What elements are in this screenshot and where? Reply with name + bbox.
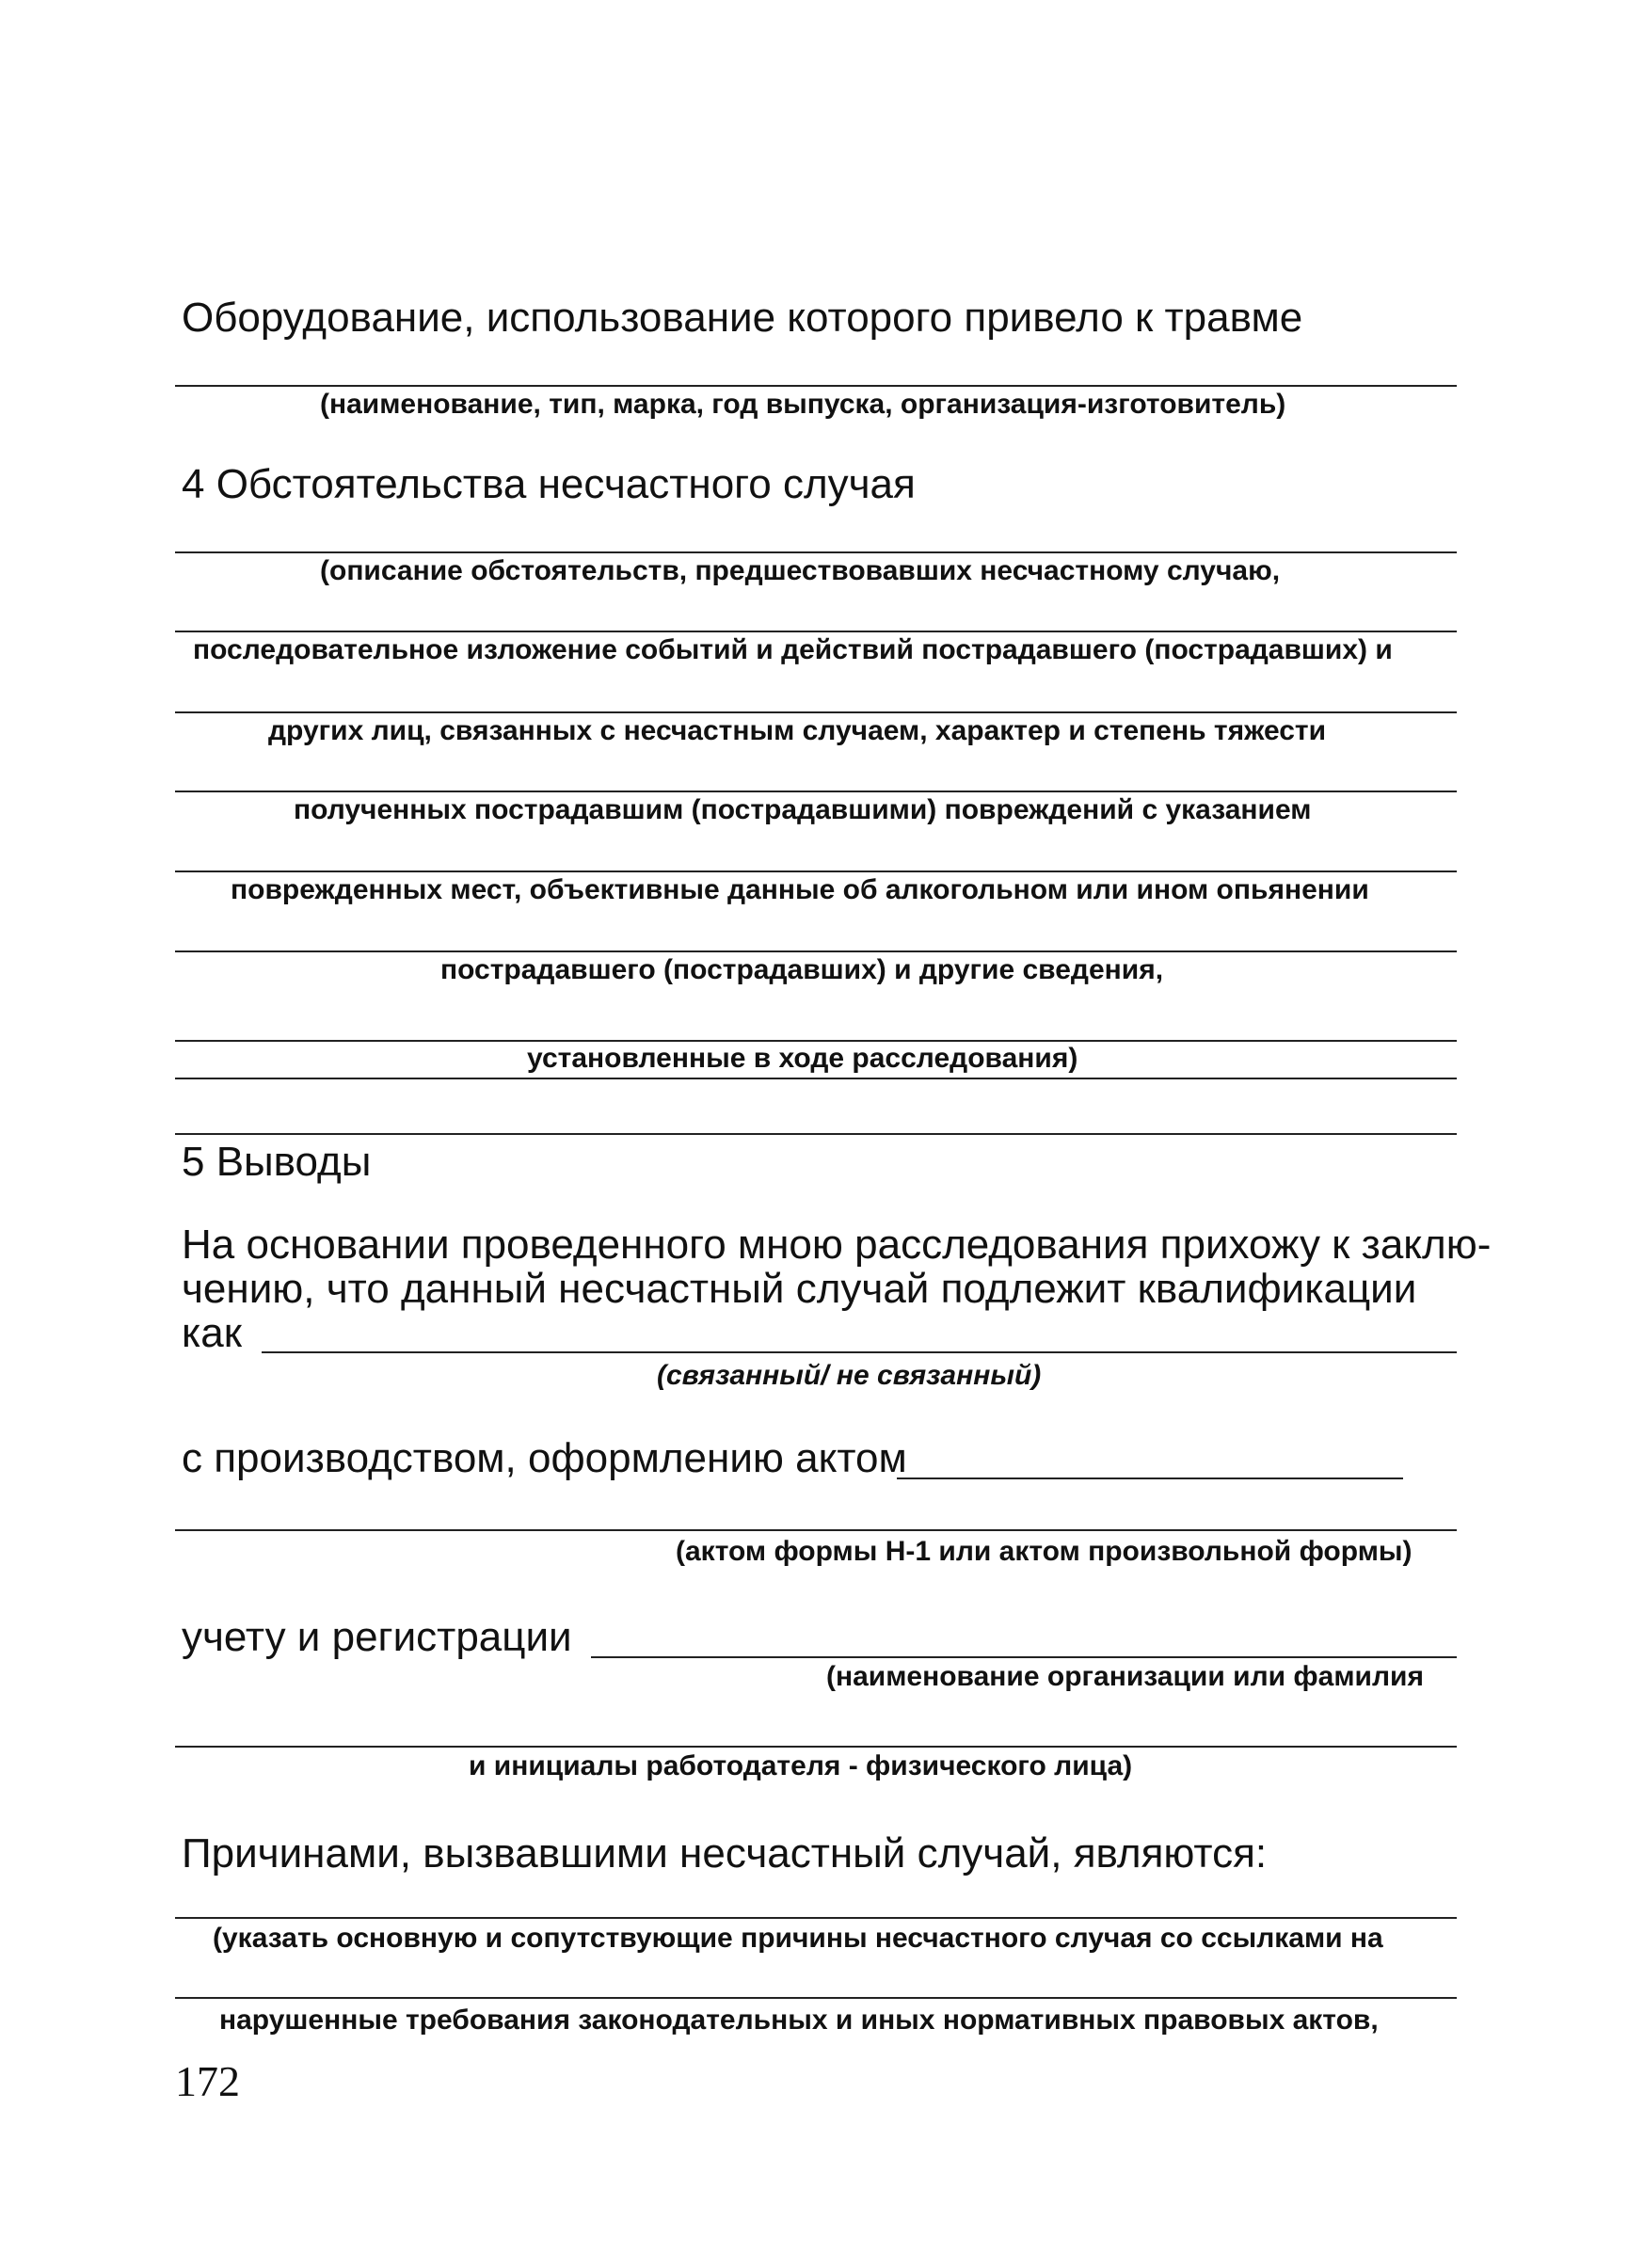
circumstances-fill-line-8[interactable] <box>175 1078 1457 1079</box>
circumstances-caption-4: полученных пострадавшим (пострадавшими) повреждений с указанием <box>294 794 1312 825</box>
act-fill-line[interactable] <box>175 1529 1457 1531</box>
circumstances-caption-3: других лиц, связанных с несчастным случаем, характер и степень тяжести <box>268 715 1327 746</box>
causes-label: Причинами, вызвавшими несчастный случай, являются: <box>182 1830 1268 1877</box>
circumstances-fill-line-9[interactable] <box>175 1133 1457 1135</box>
equipment-label: Оборудование, использование которого привело к травме <box>182 295 1303 341</box>
circumstances-caption-1: (описание обстоятельств, предшествовавших несчастному случаю, <box>320 555 1281 586</box>
registration-fill-line-2[interactable] <box>175 1746 1457 1748</box>
circumstances-caption-2: последовательное изложение событий и действий пострадавшего (пострадавших) и <box>193 634 1393 665</box>
section4-heading: 4 Обстоятельства несчастного случая <box>182 461 916 507</box>
equipment-fill-line[interactable] <box>175 385 1457 387</box>
conclusion-line-3: как <box>182 1310 242 1356</box>
causes-caption-2: нарушенные требования законодательных и иных нормативных правовых актов, <box>219 2004 1379 2036</box>
conclusion-line-1: На основании проведенного мною расследования прихожу к заклю- <box>182 1222 1492 1268</box>
act-fill-line-short[interactable] <box>897 1477 1403 1479</box>
related-caption: (связанный/ не связанный) <box>657 1360 1042 1391</box>
causes-caption-1: (указать основную и сопутствующие причины несчастного случая со ссылками на <box>213 1923 1383 1954</box>
act-label: с производством, оформлению актом <box>182 1435 907 1481</box>
circumstances-caption-6: пострадавшего (пострадавших) и другие сведения, <box>440 954 1164 985</box>
act-caption: (актом формы Н-1 или актом произвольной формы) <box>676 1536 1413 1567</box>
equipment-caption: (наименование, тип, марка, год выпуска, организация-изготовитель) <box>320 389 1286 420</box>
registration-caption-1: (наименование организации или фамилия <box>826 1661 1424 1692</box>
circumstances-fill-line-2[interactable] <box>175 631 1457 632</box>
causes-fill-line-2[interactable] <box>175 1997 1457 1999</box>
circumstances-fill-line-7[interactable] <box>175 1040 1457 1042</box>
registration-fill-line[interactable] <box>591 1656 1457 1658</box>
registration-caption-2: и инициалы работодателя - физического лица) <box>469 1750 1133 1781</box>
circumstances-fill-line-5[interactable] <box>175 870 1457 872</box>
qualification-fill-line[interactable] <box>262 1351 1457 1353</box>
circumstances-fill-line-6[interactable] <box>175 950 1457 952</box>
section5-heading: 5 Выводы <box>182 1139 372 1185</box>
circumstances-caption-5: поврежденных мест, объективные данные об алкогольном или ином опьянении <box>231 874 1369 905</box>
registration-label: учету и регистрации <box>182 1614 572 1660</box>
page-number: 172 <box>175 2057 240 2105</box>
causes-fill-line-1[interactable] <box>175 1917 1457 1919</box>
circumstances-caption-7: установленные в ходе расследования) <box>527 1043 1078 1074</box>
circumstances-fill-line-1[interactable] <box>175 551 1457 553</box>
circumstances-fill-line-4[interactable] <box>175 791 1457 792</box>
circumstances-fill-line-3[interactable] <box>175 711 1457 713</box>
conclusion-line-2: чению, что данный несчастный случай подлежит квалификации <box>182 1266 1417 1312</box>
